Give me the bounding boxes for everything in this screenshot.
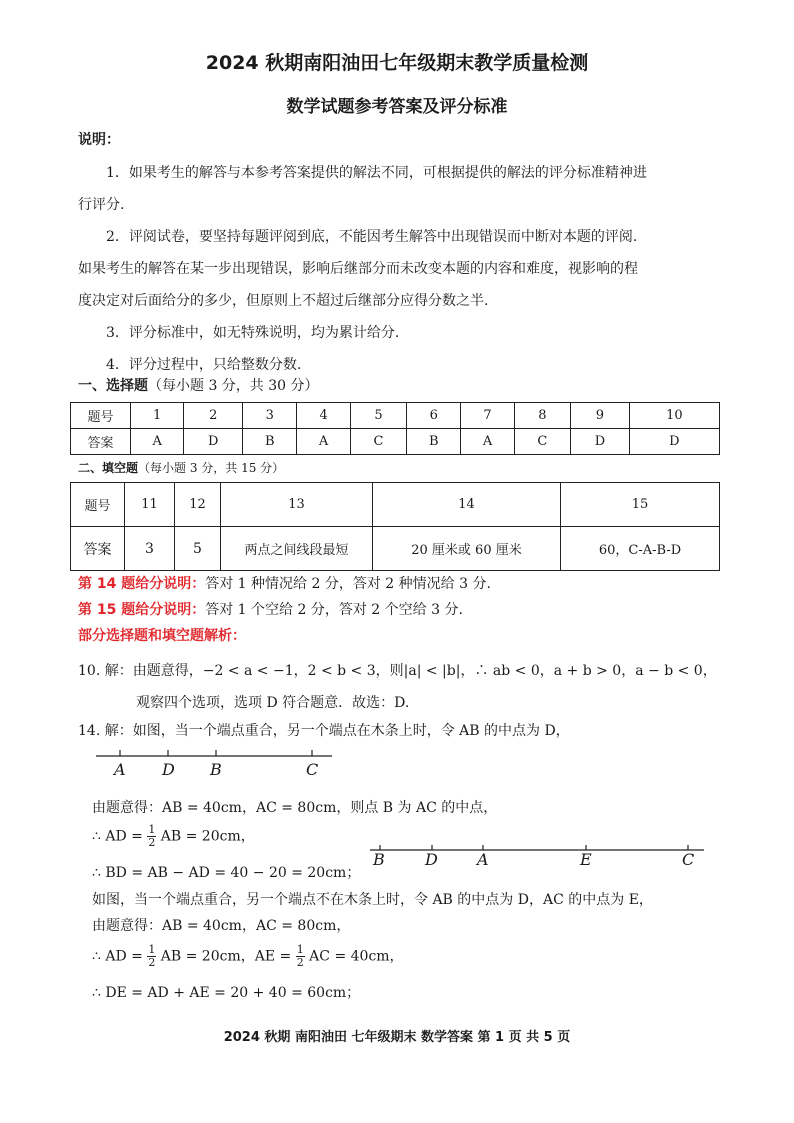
fraction-num: 1 xyxy=(148,943,156,956)
q14-line6-mid: AB = 20cm，AE = xyxy=(160,948,292,965)
q14-scoring-label: 第 14 题给分说明： xyxy=(78,576,206,592)
q14-line2-pre: ∴ AD = xyxy=(92,828,143,845)
q14-line1: 由题意得：AB = 40cm，AC = 80cm，则点 B 为 AC 的中点， xyxy=(92,800,498,816)
section2-heading-row xyxy=(78,459,284,476)
q14-scoring xyxy=(78,573,491,593)
fill-answer-row xyxy=(71,527,720,571)
fill-a: 5 xyxy=(175,527,221,571)
choice-q: 3 xyxy=(243,403,297,429)
fig2-label-a: A xyxy=(477,850,489,869)
choice-q: 9 xyxy=(571,403,630,429)
analysis-heading: 部分选择题和填空题解析： xyxy=(78,628,246,644)
section1-heading-row xyxy=(78,375,319,395)
fraction-half xyxy=(147,944,156,969)
q14-line5: 由题意得：AB = 40cm，AC = 80cm， xyxy=(92,918,351,934)
q14-line4: 如图，当一个端点重合，另一个端点不在木条上时，令 AB 的中点为 D，AC 的中点为 E， xyxy=(92,892,653,908)
page-title: 2024 秋期南阳油田七年级期末教学质量检测 xyxy=(205,52,589,74)
note-item-4: 4．评分过程中，只给整数分数. xyxy=(106,357,302,373)
fig2-label-b: B xyxy=(373,850,385,869)
q14-intro: 14. 解：如图，当一个端点重合，另一个端点在木条上时，令 AB 的中点为 D， xyxy=(78,723,570,739)
q14-scoring-text: 答对 1 种情况给 2 分，答对 2 种情况给 3 分. xyxy=(205,576,491,592)
q14-line7: ∴ DE = AD + AE = 20 + 40 = 60cm； xyxy=(92,985,361,1001)
q15-scoring-label: 第 15 题给分说明： xyxy=(78,602,206,618)
fill-a: 两点之间线段最短 xyxy=(221,527,373,571)
segment-figure-2 xyxy=(370,842,706,856)
q14-line2-post: AB = 20cm， xyxy=(160,828,255,845)
note-item-2-cont: 如果考生的解答在某一步出现错误，影响后继部分而未改变本题的内容和难度，视影响的程 xyxy=(78,261,638,277)
note-item-2-cont2: 度决定对后面给分的多少，但原则上不超过后继部分应得分数之半. xyxy=(78,293,489,309)
fill-a: 3 xyxy=(125,527,175,571)
choice-q: 8 xyxy=(514,403,570,429)
choice-q: 7 xyxy=(461,403,514,429)
fraction-den: 2 xyxy=(148,836,156,849)
q15-scoring-text: 答对 1 个空给 2 分，答对 2 个空给 3 分. xyxy=(205,602,463,618)
fig1-label-b: B xyxy=(210,760,222,779)
note-item-3: 3．评分标准中，如无特殊说明，均为累计给分. xyxy=(106,325,400,341)
page-subtitle: 数学试题参考答案及评分标准 xyxy=(286,97,508,117)
choice-q: 2 xyxy=(184,403,243,429)
fig2-label-d: D xyxy=(425,850,438,869)
fraction-den: 2 xyxy=(148,956,156,969)
section1-note: （每小题 3 分，共 30 分） xyxy=(148,378,319,394)
fill-q: 14 xyxy=(373,483,561,527)
notes-heading: 说明： xyxy=(78,132,120,148)
fig1-label-c: C xyxy=(306,760,319,779)
note-item-2: 2．评阅试卷，要坚持每题评阅到底，不能因考生解答中出现错误而中断对本题的评阅. xyxy=(106,229,638,245)
fill-question-row xyxy=(71,483,720,527)
fraction-num: 1 xyxy=(148,823,156,836)
fig1-label-d: D xyxy=(162,760,175,779)
page-footer: 2024 秋期 南阳油田 七年级期末 数学答案 第 1 页 共 5 页 xyxy=(223,1030,571,1045)
choice-row-label-a: 答案 xyxy=(71,429,131,455)
fill-q: 13 xyxy=(221,483,373,527)
q15-scoring xyxy=(78,599,463,619)
section2-heading: 二、填空题 xyxy=(78,461,139,475)
q14-line6-pre: ∴ AD = xyxy=(92,948,143,965)
choice-a: C xyxy=(514,429,570,455)
choice-a: B xyxy=(407,429,461,455)
choice-q: 6 xyxy=(407,403,461,429)
fill-q: 15 xyxy=(561,483,720,527)
choice-a: A xyxy=(461,429,514,455)
q14-line2 xyxy=(92,824,255,849)
fill-answer-table xyxy=(70,482,720,571)
fraction-half xyxy=(147,824,156,849)
choice-a: D xyxy=(571,429,630,455)
fill-row-label-a: 答案 xyxy=(71,527,125,571)
choice-a: D xyxy=(629,429,719,455)
q10-line1: 10. 解：由题意得，−2 < a < −1，2 < b < 3，则|a| < |b|，∴ ab < 0，a + b > 0，a − b < 0， xyxy=(78,663,717,679)
fill-a: 20 厘米或 60 厘米 xyxy=(373,527,561,571)
choice-q: 1 xyxy=(131,403,184,429)
choice-row-label-q: 题号 xyxy=(71,403,131,429)
choice-a: A xyxy=(131,429,184,455)
section1-heading: 一、选择题 xyxy=(78,378,148,394)
choice-q: 10 xyxy=(629,403,719,429)
note-item-1: 1．如果考生的解答与本参考答案提供的解法不同，可根据提供的解法的评分标准精神进 xyxy=(106,165,647,181)
choice-q: 5 xyxy=(350,403,406,429)
fraction-den: 2 xyxy=(296,956,304,969)
fig1-label-a: A xyxy=(114,760,126,779)
choice-a: D xyxy=(184,429,243,455)
choice-answer-table xyxy=(70,402,720,455)
fig2-label-c: C xyxy=(682,850,695,869)
q14-line3: ∴ BD = AB − AD = 40 − 20 = 20cm； xyxy=(92,865,361,881)
q10-line2: 观察四个选项，选项 D 符合题意．故选：D. xyxy=(136,695,410,711)
fraction-half xyxy=(296,944,305,969)
fill-a: 60，C-A-B-D xyxy=(561,527,720,571)
notes-section xyxy=(78,126,720,379)
choice-answer-row xyxy=(71,429,720,455)
q14-line6 xyxy=(92,944,404,969)
note-item-1-cont: 行评分. xyxy=(78,197,125,213)
fraction-num: 1 xyxy=(296,943,304,956)
fill-row-label-q: 题号 xyxy=(71,483,125,527)
choice-q: 4 xyxy=(297,403,350,429)
choice-a: A xyxy=(297,429,350,455)
q14-line6-post: AC = 40cm， xyxy=(309,948,404,965)
choice-a: C xyxy=(350,429,406,455)
fig2-label-e: E xyxy=(580,850,592,869)
fill-q: 12 xyxy=(175,483,221,527)
fill-q: 11 xyxy=(125,483,175,527)
choice-a: B xyxy=(243,429,297,455)
section2-note: （每小题 3 分，共 15 分） xyxy=(138,461,285,475)
choice-question-row xyxy=(71,403,720,429)
